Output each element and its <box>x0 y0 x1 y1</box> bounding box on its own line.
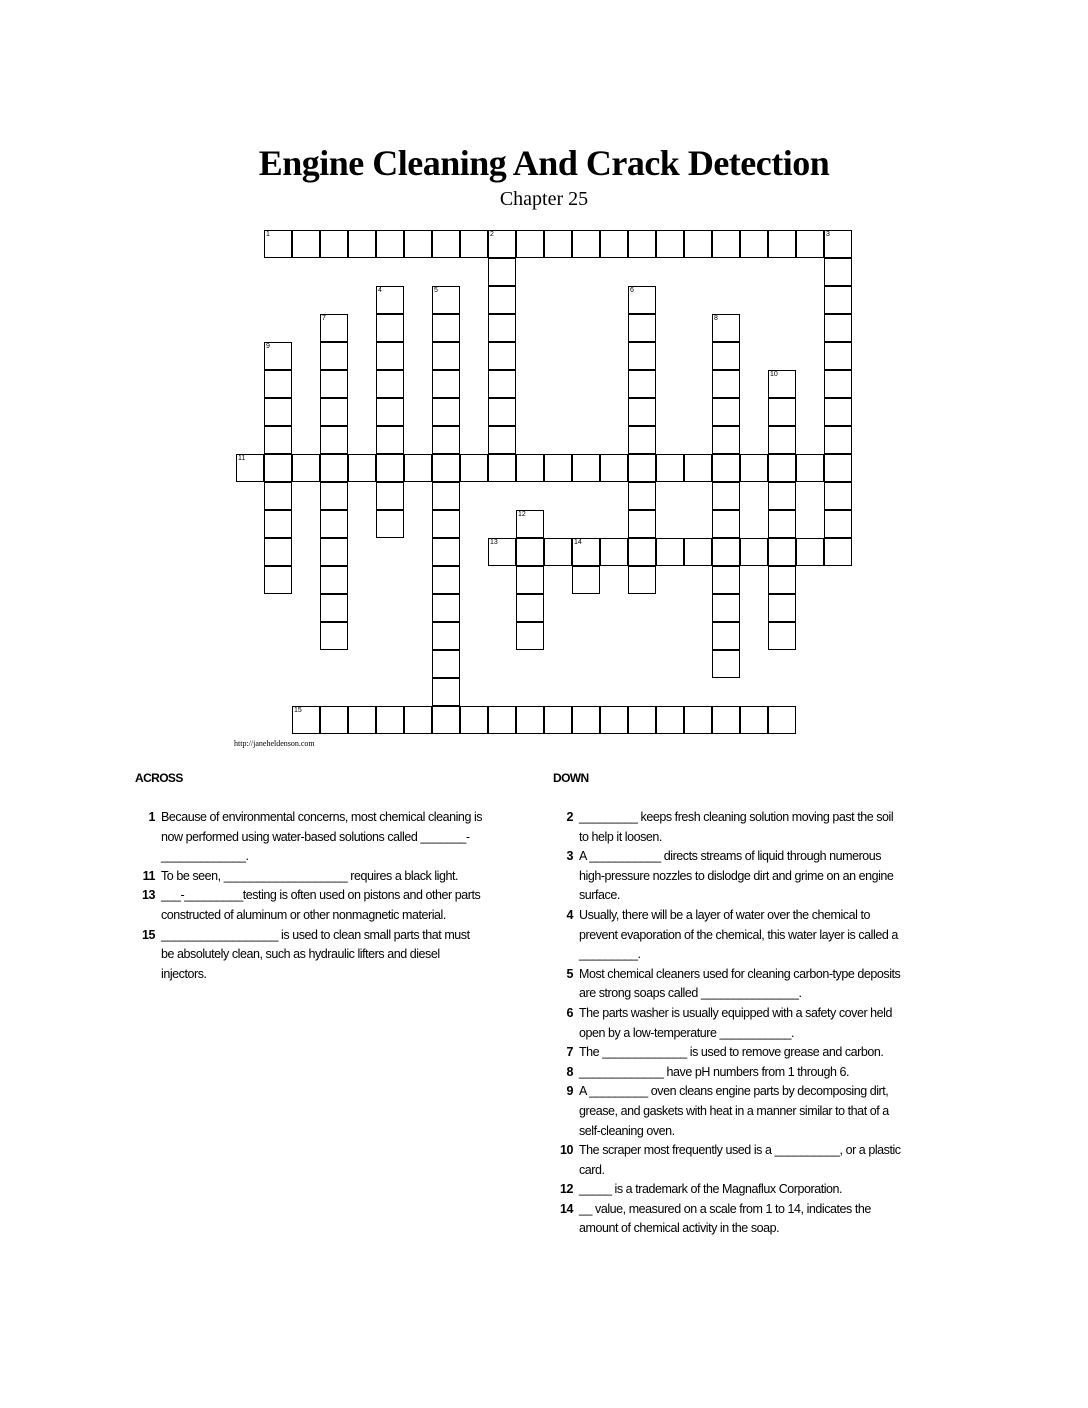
clue-number: 4 <box>566 907 573 922</box>
clue-text: __________________ is used to clean small parts that must be absolutely clean, such as hydraulic lifters and diesel injectors. <box>161 927 470 981</box>
clue-item <box>557 1063 902 1083</box>
grid-cell[interactable] <box>320 482 348 510</box>
clue-item <box>557 1141 902 1180</box>
grid-cell[interactable] <box>292 230 320 258</box>
clue-item <box>557 965 902 1004</box>
cell-number: 11 <box>238 455 246 462</box>
grid-cell[interactable] <box>516 622 544 650</box>
clue-text: _____________ have pH numbers from 1 through 6. <box>579 1064 850 1079</box>
grid-cell[interactable] <box>824 510 852 538</box>
grid-cell[interactable] <box>516 566 544 594</box>
grid-cell[interactable] <box>320 510 348 538</box>
grid-cell[interactable] <box>768 510 796 538</box>
clue-item <box>557 808 902 847</box>
grid-cell[interactable] <box>740 538 768 566</box>
grid-cell[interactable] <box>348 454 376 482</box>
grid-cell[interactable] <box>712 566 740 594</box>
grid-cell[interactable] <box>572 454 600 482</box>
grid-cell[interactable] <box>376 370 404 398</box>
clue-number: 5 <box>566 966 573 981</box>
across-heading: ACROSS <box>135 771 183 785</box>
grid-cell[interactable] <box>572 706 600 734</box>
grid-cell[interactable] <box>656 706 684 734</box>
clue-number: 7 <box>566 1045 573 1060</box>
cell-number: 13 <box>490 539 498 546</box>
grid-cell[interactable] <box>712 230 740 258</box>
cell-number: 7 <box>322 315 326 322</box>
grid-cell[interactable] <box>572 538 600 566</box>
grid-cell[interactable] <box>516 706 544 734</box>
clue-item <box>139 808 484 867</box>
grid-cell[interactable] <box>712 622 740 650</box>
clue-number: 2 <box>566 810 573 824</box>
clue-text: __ value, measured on a scale from 1 to 14, indicates the amount of chemical activity in the soap. <box>579 1201 871 1236</box>
grid-cell[interactable] <box>264 454 292 482</box>
grid-cell[interactable] <box>628 510 656 538</box>
grid-cell[interactable] <box>488 342 516 370</box>
grid-cell[interactable] <box>376 706 404 734</box>
down-clue-list <box>557 808 902 1239</box>
grid-cell[interactable] <box>488 538 516 566</box>
clue-item <box>139 926 484 985</box>
clue-text: The scraper most frequently used is a __________, or a plastic card. <box>579 1143 901 1177</box>
cell-number: 4 <box>378 287 382 294</box>
grid-cell[interactable] <box>768 398 796 426</box>
clue-text: Because of environmental concerns, most chemical cleaning is now performed using water-based solutions called _______-_____________. <box>161 810 483 864</box>
grid-cell[interactable] <box>712 370 740 398</box>
grid-cell[interactable] <box>796 230 824 258</box>
grid-cell[interactable] <box>432 342 460 370</box>
grid-cell[interactable] <box>516 594 544 622</box>
grid-cell[interactable] <box>264 538 292 566</box>
grid-cell[interactable] <box>628 566 656 594</box>
grid-cell[interactable] <box>432 678 460 706</box>
grid-cell[interactable] <box>320 622 348 650</box>
grid-cell[interactable] <box>824 454 852 482</box>
grid-cell[interactable] <box>320 230 348 258</box>
grid-cell[interactable] <box>320 426 348 454</box>
grid-cell[interactable] <box>796 454 824 482</box>
clue-item <box>557 1082 902 1141</box>
grid-cell[interactable] <box>488 258 516 286</box>
grid-cell[interactable] <box>572 566 600 594</box>
grid-cell[interactable] <box>264 230 292 258</box>
grid-cell[interactable] <box>432 286 460 314</box>
clue-text: ___-_________testing is often used on pistons and other parts constructed of aluminum or other nonmagnetic material. <box>161 888 481 922</box>
grid-cell[interactable] <box>712 314 740 342</box>
grid-cell[interactable] <box>768 538 796 566</box>
cell-number: 5 <box>434 287 438 294</box>
grid-cell[interactable] <box>768 230 796 258</box>
grid-cell[interactable] <box>768 454 796 482</box>
grid-cell[interactable] <box>656 454 684 482</box>
grid-cell[interactable] <box>712 454 740 482</box>
clue-number: 9 <box>566 1084 573 1099</box>
grid-cell[interactable] <box>488 286 516 314</box>
grid-cell[interactable] <box>768 622 796 650</box>
clue-text: _____ is a trademark of the Magnaflux Corporation. <box>579 1182 843 1197</box>
grid-cell[interactable] <box>628 314 656 342</box>
grid-cell[interactable] <box>712 398 740 426</box>
grid-cell[interactable] <box>488 454 516 482</box>
clue-number: 8 <box>566 1064 573 1079</box>
grid-cell[interactable] <box>376 510 404 538</box>
clue-number: 1 <box>148 810 155 824</box>
grid-cell[interactable] <box>628 342 656 370</box>
grid-cell[interactable] <box>432 510 460 538</box>
grid-cell[interactable] <box>628 454 656 482</box>
grid-cell[interactable] <box>516 538 544 566</box>
clue-number: 11 <box>142 868 155 883</box>
clue-item <box>139 886 484 925</box>
clue-number: 6 <box>566 1005 573 1020</box>
grid-cell[interactable] <box>320 454 348 482</box>
grid-cell[interactable] <box>824 426 852 454</box>
clue-item <box>557 1180 902 1200</box>
cell-number: 6 <box>630 287 634 294</box>
grid-cell[interactable] <box>740 454 768 482</box>
grid-cell[interactable] <box>432 482 460 510</box>
grid-cell[interactable] <box>628 538 656 566</box>
grid-cell[interactable] <box>488 370 516 398</box>
clue-text: A _________ oven cleans engine parts by decomposing dirt, grease, and gaskets with heat in a manner similar to that of a self-cleaning oven. <box>579 1084 889 1138</box>
clue-text: Usually, there will be a layer of water over the chemical to prevent evaporation of the chemical, this water layer is called a _________. <box>579 907 898 962</box>
grid-cell[interactable] <box>656 538 684 566</box>
grid-cell[interactable] <box>264 482 292 510</box>
grid-cell[interactable] <box>768 426 796 454</box>
clue-text: A ___________ directs streams of liquid through numerous high-pressure nozzles to dislodge dirt and grime on an engine surface. <box>579 849 894 903</box>
grid-cell[interactable] <box>628 426 656 454</box>
grid-cell[interactable] <box>824 286 852 314</box>
grid-cell[interactable] <box>768 370 796 398</box>
grid-cell[interactable] <box>684 538 712 566</box>
grid-cell[interactable] <box>684 706 712 734</box>
grid-cell[interactable] <box>796 538 824 566</box>
grid-cell[interactable] <box>628 370 656 398</box>
clue-item <box>557 1004 902 1043</box>
source-url: http://janeheldenson.com <box>234 739 315 748</box>
grid-cell[interactable] <box>628 286 656 314</box>
grid-cell[interactable] <box>320 538 348 566</box>
grid-cell[interactable] <box>376 398 404 426</box>
page-subtitle: Chapter 25 <box>499 188 589 210</box>
clue-text: The parts washer is usually equipped with a safety cover held open by a low-temperature ___________. <box>579 1005 893 1040</box>
grid-cell[interactable] <box>684 454 712 482</box>
grid-cell[interactable] <box>376 230 404 258</box>
cell-number: 10 <box>770 371 778 378</box>
clue-text: To be seen, ___________________ requires a black light. <box>161 868 459 883</box>
clue-item <box>557 847 902 906</box>
grid-cell[interactable] <box>432 370 460 398</box>
grid-cell[interactable] <box>432 622 460 650</box>
grid-cell[interactable] <box>320 314 348 342</box>
cell-number: 2 <box>490 231 494 238</box>
grid-cell[interactable] <box>460 706 488 734</box>
cell-number: 12 <box>518 511 526 518</box>
grid-cell[interactable] <box>488 230 516 258</box>
grid-cell[interactable] <box>320 398 348 426</box>
grid-cell[interactable] <box>432 706 460 734</box>
grid-cell[interactable] <box>320 594 348 622</box>
clue-number: 15 <box>141 927 155 942</box>
clue-item <box>139 867 484 887</box>
grid-cell[interactable] <box>768 594 796 622</box>
grid-cell[interactable] <box>824 398 852 426</box>
grid-cell[interactable] <box>516 230 544 258</box>
grid-cell[interactable] <box>544 538 572 566</box>
grid-cell[interactable] <box>488 426 516 454</box>
grid-cell[interactable] <box>432 398 460 426</box>
grid-cell[interactable] <box>292 706 320 734</box>
cell-number: 3 <box>826 231 830 238</box>
cell-number: 1 <box>266 231 270 238</box>
grid-cell[interactable] <box>292 454 320 482</box>
grid-cell[interactable] <box>600 230 628 258</box>
grid-cell[interactable] <box>768 566 796 594</box>
grid-cell[interactable] <box>264 370 292 398</box>
page-title: Engine Cleaning And Crack Detection <box>258 143 830 183</box>
grid-cell[interactable] <box>432 538 460 566</box>
grid-cell[interactable] <box>488 706 516 734</box>
grid-cell[interactable] <box>488 314 516 342</box>
grid-cell[interactable] <box>628 230 656 258</box>
grid-cell[interactable] <box>432 426 460 454</box>
grid-cell[interactable] <box>376 454 404 482</box>
grid-cell[interactable] <box>572 230 600 258</box>
grid-cell[interactable] <box>320 566 348 594</box>
clue-number: 12 <box>559 1182 573 1197</box>
grid-cell[interactable] <box>628 482 656 510</box>
grid-cell[interactable] <box>404 454 432 482</box>
grid-cell[interactable] <box>376 286 404 314</box>
grid-cell[interactable] <box>740 230 768 258</box>
grid-cell[interactable] <box>264 398 292 426</box>
clue-text: Most chemical cleaners used for cleaning carbon-type deposits are strong soaps called _______________. <box>579 966 901 1001</box>
grid-cell[interactable] <box>432 650 460 678</box>
clue-number: 14 <box>559 1201 573 1216</box>
grid-cell[interactable] <box>236 454 264 482</box>
grid-cell[interactable] <box>376 426 404 454</box>
grid-cell[interactable] <box>376 342 404 370</box>
grid-cell[interactable] <box>768 482 796 510</box>
grid-cell[interactable] <box>264 510 292 538</box>
grid-cell[interactable] <box>824 314 852 342</box>
clue-number: 13 <box>141 888 155 903</box>
cell-number: 8 <box>714 315 718 322</box>
grid-cell[interactable] <box>740 706 768 734</box>
grid-cell[interactable] <box>824 342 852 370</box>
grid-cell[interactable] <box>488 398 516 426</box>
across-clue-list <box>139 808 484 984</box>
grid-cell[interactable] <box>600 538 628 566</box>
grid-cell[interactable] <box>432 454 460 482</box>
grid-cell[interactable] <box>460 230 488 258</box>
clue-number: 10 <box>559 1143 573 1158</box>
grid-cell[interactable] <box>712 538 740 566</box>
clue-text: _________ keeps fresh cleaning solution moving past the soil to help it loosen. <box>579 810 894 844</box>
grid-cell[interactable] <box>656 230 684 258</box>
grid-cell[interactable] <box>600 454 628 482</box>
grid-cell[interactable] <box>824 482 852 510</box>
grid-cell[interactable] <box>712 510 740 538</box>
grid-cell[interactable] <box>768 706 796 734</box>
clue-text: The _____________ is used to remove grease and carbon. <box>579 1045 884 1060</box>
grid-cell[interactable] <box>516 454 544 482</box>
grid-cell[interactable] <box>628 706 656 734</box>
grid-cell[interactable] <box>712 482 740 510</box>
grid-cell[interactable] <box>432 594 460 622</box>
grid-cell[interactable] <box>824 230 852 258</box>
grid-cell[interactable] <box>712 594 740 622</box>
clue-number: 3 <box>566 849 573 864</box>
clue-item <box>557 1200 902 1239</box>
grid-cell[interactable] <box>376 482 404 510</box>
clue-item <box>557 1043 902 1063</box>
grid-cell[interactable] <box>264 342 292 370</box>
grid-cell[interactable] <box>404 230 432 258</box>
grid-cell[interactable] <box>824 370 852 398</box>
grid-cell[interactable] <box>264 566 292 594</box>
cell-number: 14 <box>574 539 582 546</box>
cell-number: 9 <box>266 343 270 350</box>
grid-cell[interactable] <box>684 230 712 258</box>
grid-cell[interactable] <box>264 426 292 454</box>
grid-cell[interactable] <box>348 230 376 258</box>
grid-cell[interactable] <box>712 426 740 454</box>
cell-number: 15 <box>294 707 302 714</box>
grid-cell[interactable] <box>628 398 656 426</box>
grid-cell[interactable] <box>320 370 348 398</box>
grid-cell[interactable] <box>544 706 572 734</box>
grid-cell[interactable] <box>432 230 460 258</box>
grid-cell[interactable] <box>712 342 740 370</box>
grid-cell[interactable] <box>712 650 740 678</box>
grid-cell[interactable] <box>460 454 488 482</box>
grid-cell[interactable] <box>824 538 852 566</box>
grid-cell[interactable] <box>320 342 348 370</box>
grid-cell[interactable] <box>348 706 376 734</box>
grid-cell[interactable] <box>824 258 852 286</box>
grid-cell[interactable] <box>404 706 432 734</box>
grid-cell[interactable] <box>516 510 544 538</box>
grid-cell[interactable] <box>600 706 628 734</box>
grid-cell[interactable] <box>544 230 572 258</box>
grid-cell[interactable] <box>432 314 460 342</box>
grid-cell[interactable] <box>544 454 572 482</box>
down-heading: DOWN <box>553 771 589 785</box>
grid-cell[interactable] <box>712 706 740 734</box>
grid-cell[interactable] <box>376 314 404 342</box>
grid-cell[interactable] <box>320 706 348 734</box>
clue-item <box>557 906 902 965</box>
grid-cell[interactable] <box>432 566 460 594</box>
